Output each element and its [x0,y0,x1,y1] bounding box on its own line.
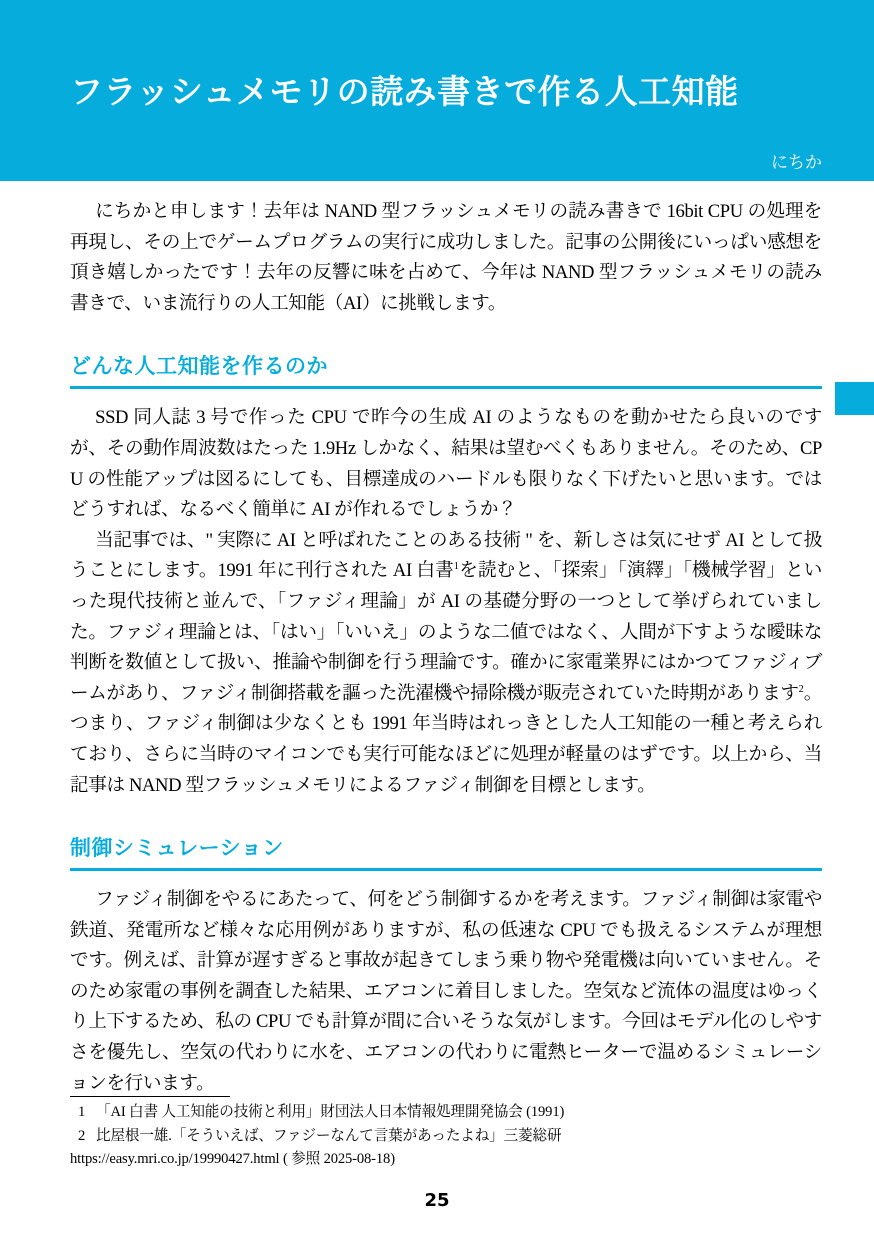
footnote-separator-rule [70,1096,230,1097]
section-1-paragraph-2-part-1: 当記事では、" 実際に AI と呼ばれたことのある技術 " を、新しさは気にせず AI として扱うことにします。1991 年に刊行された AI 白書 [70,529,822,582]
section-heading-2: 制御シミュレーション [70,835,822,871]
article-header-band [0,0,874,181]
footnote-text-1: 「AI 白書 人工知能の技術と利用」財団法人日本情報処理開発協会 (1991) [96,1104,565,1120]
footnotes-block [70,1096,822,1172]
footnote-number-1: 1 [78,1104,86,1120]
footnote-ref-1[interactable]: 1 [453,561,459,573]
footnote-item-1 [70,1101,822,1125]
section-2-paragraph-1: ファジィ制御をやるにあたって、何をどう制御するかを考えます。ファジィ制御は家電や鉄道、発電所など様々な応用例がありますが、私の低速な CPU でも扱えるシステムが理想です。例えば、計算が遅すぎると事故が起きてしまう乗り物や発電機は向いていません。そのため家電の事例を調査した結果、エアコンに着目しました。空気など流体の温度はゆっくり上下するため、私の CPU でも計算が間に合いそうな気がします。今回はモデル化のしやすさを優先し、空気の代わりに水を、エアコンの代わりに電熱ヒーターで温めるシミュレーションを行います。 [70,889,822,1094]
page-number: 25 [424,1190,450,1211]
article-author: にちか [771,153,822,173]
footnote-text-2: 比屋根一雄.「そういえば、ファジーなんて言葉があったよね」三菱総研 [96,1127,562,1144]
page-title: フラッシュメモリの読み書きで作る人工知能 [70,72,739,111]
footnote-item-2 [70,1125,822,1149]
footnote-ref-2[interactable]: 2 [798,683,804,695]
section-1-paragraph-2-part-3: 。つまり、ファジィ制御は少なくとも 1991 年当時はれっきとした人工知能の一種と考えられており、さらに当時のマイコンでも実行可能なほどに処理が軽量のはずです。以上から、当記事は NAND 型フラッシュメモリによるファジィ制御を目標とします。 [70,682,822,796]
spacer [70,871,822,885]
page-body [70,197,822,1099]
section-1-paragraph-2-part-2: を読むと、「探索」「演繹」「機械学習」といった現代技術と並んで、「ファジィ理論」が AI の基礎分野の一つとして挙げられていました。ファジィ理論とは、「はい」「いいえ」のような二値ではなく、人間が下すような曖昧な判断を数値として扱い、推論や制御を行う理論です。確かに家電業界にはかつてファジィブームがあり、ファジィ制御搭載を謳った洗濯機や掃除機が販売されていた時期があります [70,560,823,704]
footnote-number-2: 2 [78,1127,86,1144]
spacer [70,389,822,403]
section-1-paragraph-1: SSD 同人誌 3 号で作った CPU で昨今の生成 AI のようなものを動かせたら良いのですが、その動作周波数はたった 1.9Hz しかなく、結果は望むべくもありません。そのため、CPU の性能アップは図るにしても、目標達成のハードルも限りなく下げたいと思います。ではどうすれば、なるべく簡単に AI が作れるでしょうか？ [70,407,822,521]
spacer [70,319,822,353]
intro-paragraph: にちかと申します！去年は NAND 型フラッシュメモリの読み書きで 16bit CPU の処理を再現し、その上でゲームプログラムの実行に成功しました。記事の公開後にいっぱい感想を頂き嬉しかったです！去年の反響に味を占めて、今年は NAND 型フラッシュメモリの読み書きで、いま流行りの人工知能（AI）に挑戦します。 [70,201,822,314]
edge-section-tab-marker [835,382,874,415]
spacer [70,801,822,835]
footnote-url-line[interactable]: https://easy.mri.co.jp/19990427.html ( 参照 2025-08-18) [70,1151,395,1167]
section-heading-1: どんな人工知能を作るのか [70,353,822,389]
section-1-paragraph-2 [70,526,822,801]
